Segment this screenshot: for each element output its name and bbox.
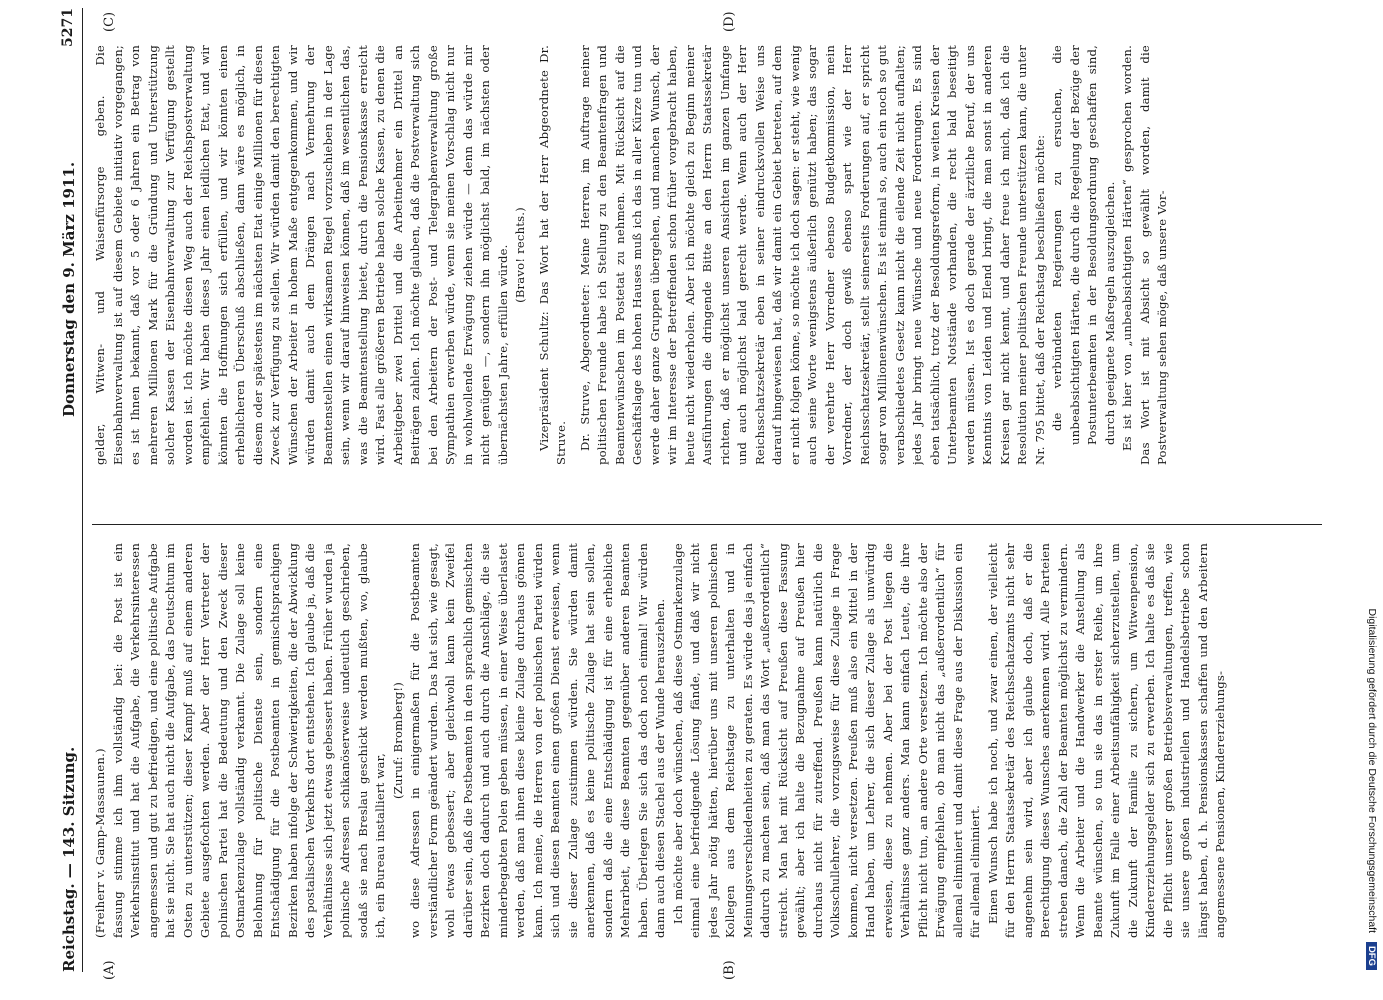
header-rule (82, 8, 83, 972)
paragraph: Dr. Struve, Abgeordneter: Meine Herren, im Auftrage meiner politischen Freunde habe ich Stellung zu den Beamtenfragen und Beamtenwünschen im Postetat zu nehmen. Mit Rücksicht auf die Geschäftslage des hohen Hauses muß ich das in aller Kürze tun und werde daher ganze Gruppen übergehen, und manchen Wunsch, der wir im Interesse der Betreffenden schon früher vorgebracht haben, heute nicht wiederholen. Aber ich möchte gleich zu Beginn meiner Ausführungen die dringende Bitte an den Herrn Staatssekretär richten, daß er möglichst unseren Ansichten im ganzen Umfange und auch möglichst bald gerecht werde. Wenn auch der Herr Reichsschatzsekretär eben in seiner eindrucksvollen Weise uns darauf hingewiesen hat, daß wir damit ein Gebiet betreten, auf dem er nicht folgen könne, so möchte ich doch sagen: er steht, wie wenig auch seine Worte wenigstens äußerlich genützt haben; das sogar der verehrte Herr Vorredner ebenso Budgetkommission, mein Vorredner, der doch gewiß ebenso spart wie der Herr Reichsschatzsekretär, stellt seinerseits Forderungen auf, er spricht sogar von Millionenwünschen. Es ist einmal so, auch ein noch so gut verabschiedetes Gesetz kann nicht die eilende Zeit nicht aufhalten; jedes Jahr bringt neue Wünsche und neue Forderungen. Es sind eben tatsächlich, trotz der Besoldungsreform, in weiten Kreisen der Unterbeamten Notstände vorhanden, die recht bald beseitigt werden müssen. Ist es doch gerade der ärztliche Beruf, der uns Kenntnis von Leiden und Elend bringt, die man sonst in anderen Kreisen gar nicht kennt, und daher freue ich mich, daß ich die Resolution meiner politischen Freunde unterstützen kann, die unter Nr. 795 bittet, daß der Reichstag beschließen möchte: (577, 45, 1047, 465)
left-column (92, 543, 1322, 938)
digitization-footer (1360, 30, 1378, 970)
right-column (92, 45, 1322, 465)
column-divider (92, 524, 1322, 525)
speaker-intro: Vizepräsident Schultz: Das Wort hat der Herr Abgeordnete Dr. Struve. (536, 45, 568, 465)
margin-mark-c: (C) (102, 11, 117, 32)
margin-mark-d: (D) (722, 11, 737, 32)
header-right-title: Donnerstag den 9. März 1911. (60, 161, 78, 417)
paragraph: wo diese Adressen in einigermaßen für die Postbeamten verständlicher Form geändert wurden. Das hat sich, wie gesagt, wohl etwas gebessert; aber gleichwohl kann kein Zweifel darüber sein, daß die Postbeamten in den sprachlich gemischten Bezirken doch dadurch und auch durch die Anschläge, die sie minderbegabten Polen geben müssen, in einer Weise überlastet werden, daß man ihnen diese kleine Zulage durchaus gönnen kann. Ich meine, die Herren von der polnischen Partei würden sich und diesen Beamten einen großen Dienst erweisen, wenn sie dieser Zulage zustimmen würden. Sie würden damit anerkennen, daß es keine politische Zulage hat sein sollen, sondern daß die eine Entschädigung ist für eine erhebliche Mehrarbeit, die diese Beamten gegenüber anderen Beamten haben. Überlegen Sie sich das doch noch einmal! Wir würden dann auch diesen Stachel aus der Wunde herausziehen. (408, 543, 667, 938)
quoted-resolution: die verbündeten Regierungen zu ersuchen, die unbeabsichtigten Härten, die durch die Regelung der Bezüge der Postunterbeamten in der Besoldungsordnung geschaffen sind, durch geeignete Maßregeln auszugleichen. (1050, 45, 1117, 445)
paragraph: Einen Wunsch habe ich noch, und zwar einen, der vielleicht für den Herrn Staatssekretär des Reichsschatzamts nicht sehr angenehm sein wird, aber ich glaube doch, daß er die Berechtigung dieses Wunsches anerkennen wird. Alle Parteien streben danach, die Zahl der Beamten möglichst zu vermindern. Wenn die Arbeiter und die Handwerker die Anstellung als Beamte wünschen, so tun sie das in erster Reihe, um ihre Zukunft im Falle einer Arbeitsunfähigkeit sicherzustellen, um die Zukunft der Familie zu sichern, um Witwenpension, Kindererziehungsgelder sich zu erwerben. Ich halte es daß sie die Pflicht unserer großen Betriebsverwaltungen, treffen, wie sie unsere großen industriellen und Handelsbetriebe schon längst haben, d. h. Pensionskassen schaffen und den Arbeitern angemessene Pensionen, Kindererziehungs- (985, 543, 1227, 938)
margin-mark-b: (B) (722, 960, 737, 980)
paragraph: Ich möchte aber doch wünschen, daß diese Ostmarkenzulage einmal eine befriedigende Lösung fände, und daß wir nicht jedes Jahr nötig hätten, hierüber uns mit unseren polnischen Kollegen aus dem Reichstage zu unterhalten und in Meinungsverschiedenheiten zu geraten. Es würde das ja einfach dadurch zu machen sein, daß man das Wort „außerordentlich“ streicht. Man hat mit Rücksicht auf Preußen diese Fassung gewählt; aber ich halte die Bezugnahme auf Preußen hier durchaus nicht für zutreffend. Preußen kann natürlich die Volksschullehrer, die vorzugsweise für diese Zulage in Frage kommen, nicht versetzen. Preußen muß also ein Mittel in der Hand haben, um Lehrer, die sich dieser Zulage als unwürdig erweisen, diese zu nehmen. Aber bei der Post liegen die Verhältnisse ganz anders. Man kann einfach Leute, die ihre Pflicht nicht tun, an andere Orte versetzen. Ich möchte also der Erwägung empfehlen, ob man nicht das „außerordentlich“ für allemal eliminiert und damit diese Frage aus der Diskussion ein für allemal eliminiert. (670, 543, 982, 938)
applause-note: (Bravo! rechts.) (513, 207, 527, 303)
digitization-note: Digitalisierung gefördert durch die Deutsche Forschungsgemeinschaft (1366, 608, 1378, 934)
paragraph: Es ist hier von „unbeabsichtigten Härten“ gesprochen worden. Das Wort ist mit Absicht so gewählt worden, damit die Postverwaltung sehen möge, daß unsere Vor- (1120, 45, 1169, 465)
rotated-page (22, 0, 1342, 980)
page-header (50, 8, 90, 972)
margin-mark-a: (A) (102, 960, 117, 980)
paragraph: gelder, Witwen- und Waisenfürsorge geben. Die Eisenbahnverwaltung ist auf diesem Gebiete initiativ vorgegangen; es ist Ihnen bekannt, daß vor 5 oder 6 Jahren ein Betrag von mehreren Millionen Mark für die Gründung und Unterstützung solcher Kassen der Eisenbahnverwaltung zur Verfügung gestellt worden ist. Ich möchte diesen Weg auch der Reichspostverwaltung empfehlen. Wir haben dieses Jahr einen leidlichen Etat, und wir könnten die Hoffnungen sich erfüllen, und wir könnten einen erheblicheren Überschuß abschließen, dann wäre es möglich, in diesem oder spätestens im nächsten Etat einige Millionen für diesen Zweck zur Verfügung zu stellen. Wir würden damit den berechtigten Wünschen der Arbeiter in hohem Maße entgegenkommen, und wir würden damit auch dem Drängen nach Vermehrung der Beamtenstellen einen wirksamen Riegel vorzuschieben in der Lage sein, wenn wir darauf hinweisen können, daß im wesentlichen das, was die Beamtenstellung bietet, durch die Pensionskasse erreicht wird. Fast alle größeren Betriebe haben solche Kassen, zu denen die Arbeitgeber zwei Drittel und die Arbeitnehmer ein Drittel an Beiträgen zahlen. Ich möchte glauben, daß die Postverwaltung sich bei den Arbeitern der Post- und Telegraphenverwaltung große Sympathien erwerben würde, wenn sie meinen Vorschlag nicht nur in wohlwollende Erwägung ziehen würde — denn das würde mir nicht genügen —, sondern ihn möglichst bald, im nächsten oder übernächsten Jahre, erfüllen würde. (93, 45, 510, 465)
dfg-logo: DFG (1366, 942, 1377, 970)
paragraph: fassung stimme ich ihm vollständig bei: die Post ist ein Verkehrsinstitut und hat die Aufgabe, die Verkehrsinteressen angemessen und gut zu befriedigen, und eine politische Aufgabe hat sie nicht. Sie hat auch nicht die Aufgabe, das Deutschtum im Osten zu unterstützen; dieser Kampf muß auf einem anderen Gebiete ausgefochten werden. Aber der Herr Vertreter der polnischen Partei hat die Bedeutung und den Zweck dieser Ostmarkenzulage vollständig verkannt. Die Zulage soll keine Belohnung für politische Dienste sein, sondern eine Entschädigung für die Postbeamten in gemischtsprachigen Bezirken haben infolge der Schwierigkeiten, die der Abwicklung des postalischen Verkehrs dort entstehen. Ich glaube ja, daß die Verhältnisse sich jetzt etwas gebessert haben. Früher wurden ja polnische Adressen schikanöserweise undeutlich geschrieben, sodaß sie nach Breslau geschickt werden mußten, wo, glaube ich, ein Bureau installiert war, (110, 543, 387, 938)
speaker-tag: (Freiherr v. Gamp-Massaunen.) (93, 748, 107, 938)
interjection: (Zuruf: Bromberg!) (390, 682, 405, 800)
page-number: 5271 (60, 8, 76, 47)
header-left-title: Reichstag. — 143. Sitzung. (60, 746, 78, 972)
